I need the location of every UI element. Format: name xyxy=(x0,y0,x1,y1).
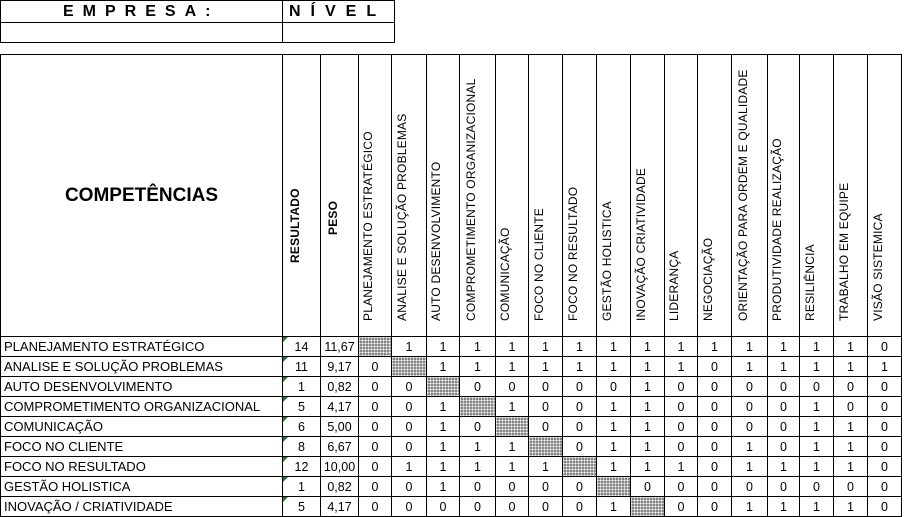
score-cell[interactable]: 1 xyxy=(834,357,868,377)
score-cell[interactable]: 1 xyxy=(732,457,768,477)
table-row xyxy=(1,437,902,457)
competency-name: PLANEJAMENTO ESTRATÉGICO xyxy=(1,337,283,357)
competency-column-header xyxy=(359,55,392,337)
competency-column-header xyxy=(800,55,834,337)
score-cell[interactable]: 0 xyxy=(359,437,392,457)
score-cell[interactable]: 0 xyxy=(496,377,529,397)
score-cell[interactable]: 0 xyxy=(392,477,427,497)
score-cell[interactable]: 0 xyxy=(868,497,902,517)
score-cell[interactable]: 1 xyxy=(800,417,834,437)
diagonal-cell xyxy=(529,437,563,457)
resultado-cell[interactable]: 1 xyxy=(283,477,321,497)
score-cell[interactable]: 1 xyxy=(460,437,496,457)
score-cell[interactable]: 1 xyxy=(631,377,665,397)
score-cell[interactable]: 1 xyxy=(800,337,834,357)
peso-cell[interactable]: 5,00 xyxy=(321,417,359,437)
table-row xyxy=(1,477,902,497)
peso-cell[interactable]: 4,17 xyxy=(321,397,359,417)
score-cell[interactable]: 1 xyxy=(392,457,427,477)
competency-name: COMPROMETIMENTO ORGANIZACIONAL xyxy=(1,397,283,417)
competency-column-label: ANALISE E SOLUÇÃO PROBLEMAS xyxy=(395,113,409,321)
peso-cell[interactable]: 9,17 xyxy=(321,357,359,377)
competency-column-label: INOVAÇÃO CRIATIVIDADE xyxy=(633,167,648,321)
score-cell[interactable]: 0 xyxy=(460,477,496,497)
score-cell[interactable]: 1 xyxy=(496,337,529,357)
score-cell[interactable]: 0 xyxy=(768,397,800,417)
score-cell[interactable]: 0 xyxy=(665,377,698,397)
score-cell[interactable]: 0 xyxy=(834,477,868,497)
score-cell[interactable]: 0 xyxy=(563,417,597,437)
resultado-cell[interactable]: 5 xyxy=(283,497,321,517)
competency-column-header xyxy=(496,55,529,337)
score-cell[interactable]: 0 xyxy=(359,397,392,417)
score-cell[interactable]: 0 xyxy=(392,417,427,437)
score-cell[interactable]: 1 xyxy=(732,497,768,517)
table-row xyxy=(1,357,902,377)
score-cell[interactable]: 0 xyxy=(868,437,902,457)
score-cell[interactable]: 0 xyxy=(665,497,698,517)
score-cell[interactable]: 1 xyxy=(427,437,460,457)
score-cell[interactable]: 1 xyxy=(800,397,834,417)
score-cell[interactable]: 0 xyxy=(392,497,427,517)
diagonal-cell xyxy=(359,337,392,357)
competency-column-label: GESTÃO HOLISTICA xyxy=(599,201,614,321)
resultado-header-label: RESULTADO xyxy=(287,188,302,263)
score-cell[interactable]: 1 xyxy=(834,337,868,357)
score-cell[interactable]: 1 xyxy=(868,357,902,377)
competency-column-label: AUTO DESENVOLVIMENTO xyxy=(429,161,443,321)
competency-column-header xyxy=(868,55,902,337)
score-cell[interactable]: 1 xyxy=(563,337,597,357)
score-cell[interactable]: 0 xyxy=(563,437,597,457)
score-cell[interactable]: 1 xyxy=(597,397,631,417)
diagonal-cell xyxy=(597,477,631,497)
score-cell[interactable]: 1 xyxy=(631,397,665,417)
score-cell[interactable]: 1 xyxy=(427,397,460,417)
score-cell[interactable]: 0 xyxy=(359,417,392,437)
score-cell[interactable]: 0 xyxy=(529,377,563,397)
score-cell[interactable]: 0 xyxy=(698,377,732,397)
diagonal-cell xyxy=(631,497,665,517)
nivel-field[interactable] xyxy=(282,22,395,43)
score-cell[interactable]: 1 xyxy=(631,417,665,437)
competency-column-label: VISÃO SISTEMICA xyxy=(870,213,885,321)
competency-column-header xyxy=(460,55,496,337)
competency-column-label: ORIENTAÇÃO PARA ORDEM E QUALIDADE xyxy=(735,69,750,321)
score-cell[interactable]: 0 xyxy=(392,437,427,457)
competency-column-header xyxy=(698,55,732,337)
peso-cell[interactable]: 11,67 xyxy=(321,337,359,357)
score-cell[interactable]: 0 xyxy=(563,477,597,497)
peso-cell[interactable]: 6,67 xyxy=(321,437,359,457)
score-cell[interactable]: 1 xyxy=(631,437,665,457)
score-cell[interactable]: 1 xyxy=(834,417,868,437)
score-cell[interactable]: 0 xyxy=(529,397,563,417)
resultado-cell[interactable]: 8 xyxy=(283,437,321,457)
score-cell[interactable]: 1 xyxy=(460,337,496,357)
score-cell[interactable]: 1 xyxy=(597,337,631,357)
diagonal-cell xyxy=(392,357,427,377)
empresa-field[interactable] xyxy=(0,22,283,43)
score-cell[interactable]: 0 xyxy=(496,477,529,497)
score-cell[interactable]: 0 xyxy=(631,477,665,497)
score-cell[interactable]: 0 xyxy=(427,497,460,517)
score-cell[interactable]: 1 xyxy=(800,497,834,517)
score-cell[interactable]: 0 xyxy=(698,477,732,497)
peso-cell[interactable]: 0,82 xyxy=(321,377,359,397)
score-cell[interactable]: 0 xyxy=(460,377,496,397)
nivel-label: NÍVEL xyxy=(282,0,395,23)
empresa-label: EMPRESA: xyxy=(0,0,283,23)
score-cell[interactable]: 0 xyxy=(665,437,698,457)
score-cell[interactable]: 0 xyxy=(529,477,563,497)
competency-column-label: LIDERANÇA xyxy=(667,250,681,321)
score-cell[interactable]: 0 xyxy=(768,377,800,397)
peso-header xyxy=(321,55,359,337)
competency-column-label: PLANEJAMENTO ESTRATÉGICO xyxy=(361,131,375,321)
diagonal-cell xyxy=(496,417,529,437)
score-cell[interactable]: 0 xyxy=(563,397,597,417)
resultado-cell[interactable]: 6 xyxy=(283,417,321,437)
score-cell[interactable]: 0 xyxy=(800,377,834,397)
score-cell[interactable]: 1 xyxy=(427,337,460,357)
score-cell[interactable]: 0 xyxy=(698,357,732,377)
competency-name: AUTO DESENVOLVIMENTO xyxy=(1,377,283,397)
peso-cell[interactable]: 10,00 xyxy=(321,457,359,477)
score-cell[interactable]: 0 xyxy=(460,497,496,517)
competency-column-header xyxy=(631,55,665,337)
competency-matrix xyxy=(0,54,902,517)
score-cell[interactable]: 0 xyxy=(868,417,902,437)
score-cell[interactable]: 1 xyxy=(732,357,768,377)
resultado-cell[interactable]: 5 xyxy=(283,397,321,417)
peso-cell[interactable]: 0,82 xyxy=(321,477,359,497)
competency-column-header xyxy=(597,55,631,337)
table-row xyxy=(1,377,902,397)
competency-name: FOCO NO CLIENTE xyxy=(1,437,283,457)
competency-column-label: RESILIÊNCIA xyxy=(802,244,817,321)
score-cell[interactable]: 0 xyxy=(732,417,768,437)
diagonal-cell xyxy=(460,397,496,417)
peso-cell[interactable]: 4,17 xyxy=(321,497,359,517)
score-cell[interactable]: 1 xyxy=(392,337,427,357)
score-cell[interactable]: 0 xyxy=(563,377,597,397)
score-cell[interactable]: 0 xyxy=(665,477,698,497)
score-cell[interactable]: 0 xyxy=(496,497,529,517)
score-cell[interactable]: 0 xyxy=(359,457,392,477)
score-cell[interactable]: 0 xyxy=(665,417,698,437)
competency-column-header xyxy=(427,55,460,337)
competency-column-label: FOCO NO CLIENTE xyxy=(531,207,546,321)
competency-column-header xyxy=(529,55,563,337)
score-cell[interactable]: 1 xyxy=(665,457,698,477)
competency-name: COMUNICAÇÃO xyxy=(1,417,283,437)
score-cell[interactable]: 0 xyxy=(868,477,902,497)
diagonal-cell xyxy=(427,377,460,397)
score-cell[interactable]: 0 xyxy=(868,457,902,477)
table-row xyxy=(1,497,902,517)
score-cell[interactable]: 1 xyxy=(496,397,529,417)
competency-column-header xyxy=(732,55,768,337)
score-cell[interactable]: 1 xyxy=(460,357,496,377)
resultado-header xyxy=(283,55,321,337)
competency-column-label: FOCO NO RESULTADO xyxy=(565,186,580,321)
diagonal-cell xyxy=(563,457,597,477)
score-cell[interactable]: 0 xyxy=(800,477,834,497)
score-cell[interactable]: 1 xyxy=(768,357,800,377)
score-cell[interactable]: 0 xyxy=(768,477,800,497)
score-cell[interactable]: 1 xyxy=(529,337,563,357)
competency-column-label: TRABALHO EM EQUIPE xyxy=(836,182,851,321)
score-cell[interactable]: 1 xyxy=(665,357,698,377)
score-cell[interactable]: 0 xyxy=(768,437,800,457)
score-cell[interactable]: 0 xyxy=(698,417,732,437)
score-cell[interactable]: 1 xyxy=(427,357,460,377)
score-cell[interactable]: 0 xyxy=(563,497,597,517)
score-cell[interactable]: 1 xyxy=(800,437,834,457)
score-cell[interactable]: 1 xyxy=(597,497,631,517)
table-row xyxy=(1,417,902,437)
competency-column-label: NEGOCIAÇÃO xyxy=(700,237,715,321)
score-cell[interactable]: 0 xyxy=(868,397,902,417)
score-cell[interactable]: 0 xyxy=(868,337,902,357)
score-cell[interactable]: 1 xyxy=(597,457,631,477)
score-cell[interactable]: 0 xyxy=(698,397,732,417)
score-cell[interactable]: 0 xyxy=(698,437,732,457)
score-cell[interactable]: 1 xyxy=(834,457,868,477)
table-row xyxy=(1,457,902,477)
resultado-cell[interactable]: 14 xyxy=(283,337,321,357)
score-cell[interactable]: 0 xyxy=(698,497,732,517)
score-cell[interactable]: 1 xyxy=(427,417,460,437)
competency-name: ANALISE E SOLUÇÃO PROBLEMAS xyxy=(1,357,283,377)
competency-column-label: COMUNICAÇÃO xyxy=(498,227,512,321)
score-cell[interactable]: 0 xyxy=(460,417,496,437)
score-cell[interactable]: 0 xyxy=(732,397,768,417)
competencias-title: COMPETÊNCIAS xyxy=(1,55,283,337)
score-cell[interactable]: 1 xyxy=(597,357,631,377)
score-cell[interactable]: 0 xyxy=(834,377,868,397)
score-cell[interactable]: 1 xyxy=(800,357,834,377)
score-cell[interactable]: 0 xyxy=(392,377,427,397)
score-cell[interactable]: 1 xyxy=(834,437,868,457)
score-cell[interactable]: 1 xyxy=(427,457,460,477)
score-cell[interactable]: 1 xyxy=(597,437,631,457)
score-cell[interactable]: 1 xyxy=(496,357,529,377)
competency-name: INOVAÇÃO / CRIATIVIDADE xyxy=(1,497,283,517)
competency-name: GESTÃO HOLISTICA xyxy=(1,477,283,497)
score-cell[interactable]: 0 xyxy=(768,417,800,437)
competency-column-label: COMPROMETIMENTO ORGANIZACIONAL xyxy=(463,78,478,321)
score-cell[interactable]: 0 xyxy=(392,397,427,417)
score-cell[interactable]: 1 xyxy=(496,437,529,457)
score-cell[interactable]: 0 xyxy=(359,497,392,517)
score-cell[interactable]: 1 xyxy=(563,357,597,377)
score-cell[interactable]: 1 xyxy=(496,457,529,477)
competency-column-header xyxy=(834,55,868,337)
score-cell[interactable]: 0 xyxy=(698,457,732,477)
score-cell[interactable]: 0 xyxy=(868,377,902,397)
score-cell[interactable]: 1 xyxy=(597,417,631,437)
score-cell[interactable]: 1 xyxy=(768,497,800,517)
score-cell[interactable]: 1 xyxy=(665,337,698,357)
competency-name: FOCO NO RESULTADO xyxy=(1,457,283,477)
score-cell[interactable]: 1 xyxy=(834,497,868,517)
competency-column-header xyxy=(665,55,698,337)
peso-header-label: PESO xyxy=(325,200,340,235)
score-cell[interactable]: 0 xyxy=(359,377,392,397)
header-row xyxy=(1,55,902,337)
resultado-cell[interactable]: 11 xyxy=(283,357,321,377)
score-cell[interactable]: 1 xyxy=(460,457,496,477)
score-cell[interactable]: 1 xyxy=(698,337,732,357)
score-cell[interactable]: 0 xyxy=(359,357,392,377)
competency-column-header xyxy=(563,55,597,337)
score-cell[interactable]: 0 xyxy=(597,377,631,397)
score-cell[interactable]: 0 xyxy=(732,377,768,397)
score-cell[interactable]: 1 xyxy=(732,437,768,457)
score-cell[interactable]: 0 xyxy=(665,397,698,417)
score-cell[interactable]: 1 xyxy=(631,457,665,477)
score-cell[interactable]: 0 xyxy=(834,397,868,417)
score-cell[interactable]: 1 xyxy=(631,337,665,357)
competency-column-header xyxy=(768,55,800,337)
score-cell[interactable]: 1 xyxy=(529,357,563,377)
resultado-cell[interactable]: 12 xyxy=(283,457,321,477)
competency-column-header xyxy=(392,55,427,337)
table-row xyxy=(1,397,902,417)
score-cell[interactable]: 1 xyxy=(800,457,834,477)
score-cell[interactable]: 0 xyxy=(732,477,768,497)
resultado-cell[interactable]: 1 xyxy=(283,377,321,397)
score-cell[interactable]: 0 xyxy=(359,477,392,497)
score-cell[interactable]: 1 xyxy=(768,337,800,357)
score-cell[interactable]: 0 xyxy=(529,417,563,437)
score-cell[interactable]: 1 xyxy=(529,457,563,477)
table-row xyxy=(1,337,902,357)
score-cell[interactable]: 0 xyxy=(529,497,563,517)
score-cell[interactable]: 1 xyxy=(732,337,768,357)
score-cell[interactable]: 1 xyxy=(768,457,800,477)
competency-column-label: PRODUTIVIDADE REALIZAÇÃO xyxy=(769,138,784,321)
score-cell[interactable]: 1 xyxy=(631,357,665,377)
score-cell[interactable]: 1 xyxy=(427,477,460,497)
